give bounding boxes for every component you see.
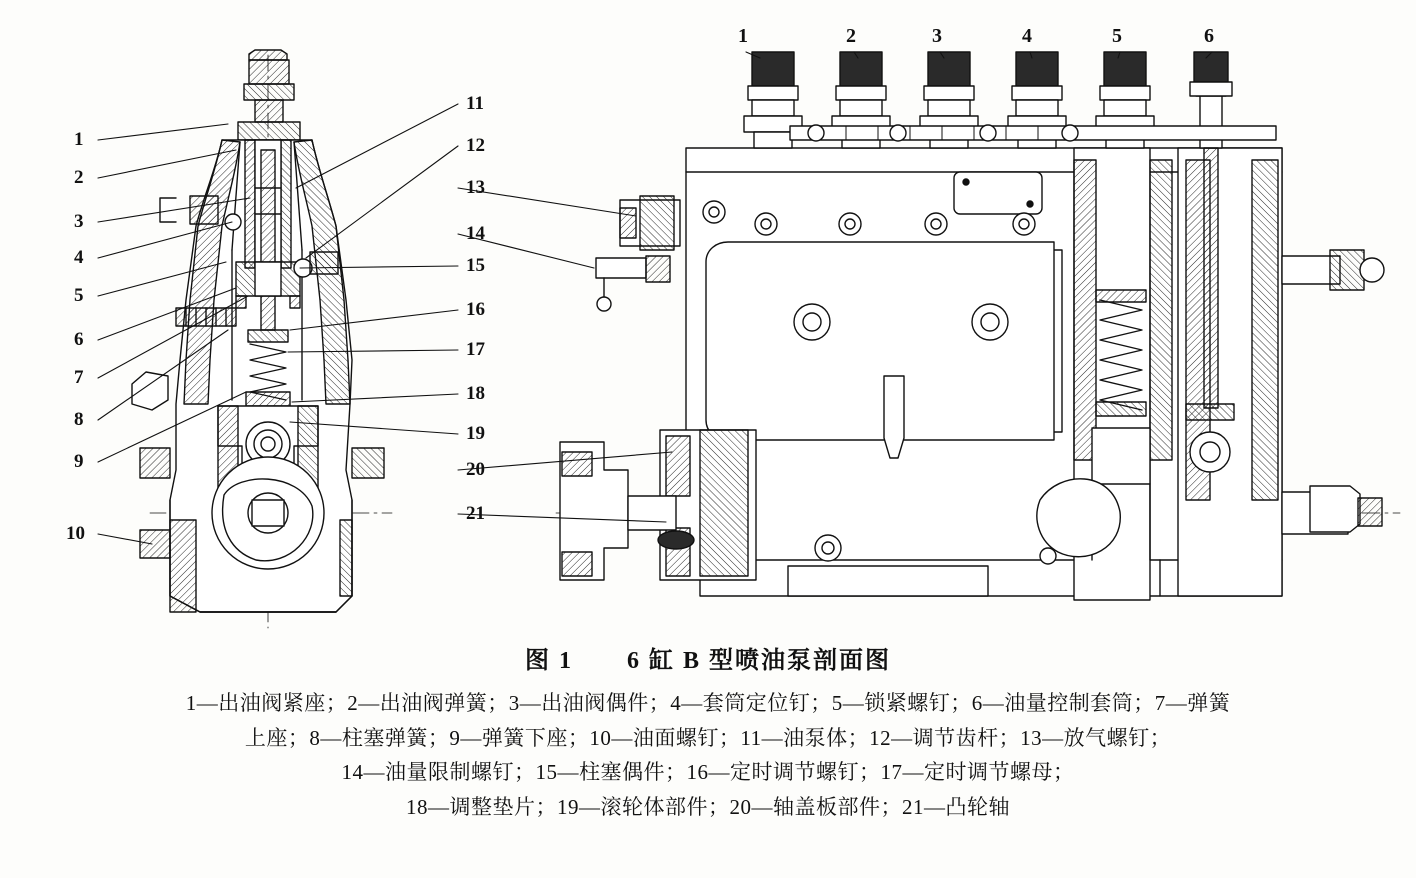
callout-right-12: 12 <box>466 135 485 156</box>
callout-right-15: 15 <box>466 255 485 276</box>
callout-right-16: 16 <box>466 299 485 320</box>
callout-right-20: 20 <box>466 459 485 480</box>
cylinder-number-3: 3 <box>932 25 942 47</box>
callout-right-17: 17 <box>466 339 485 360</box>
callout-right-14: 14 <box>466 223 485 244</box>
callout-left-9: 9 <box>74 451 84 472</box>
legend-line-2: 上座；8—柱塞弹簧；9—弹簧下座；10—油面螺钉；11—油泵体；12—调节齿杆；13—放气螺钉； <box>244 725 1172 750</box>
callout-left-10: 10 <box>66 523 85 544</box>
legend-line-4: 18—调整垫片；19—滚轮体部件；20—轴盖板部件；21—凸轮轴 <box>406 794 1010 819</box>
figure-caption-title: 6 缸 B 型喷油泵剖面图 <box>626 648 891 674</box>
cylinder-number-1: 1 <box>738 25 748 47</box>
cylinder-number-4: 4 <box>1022 25 1032 47</box>
callout-right-18: 18 <box>466 383 485 404</box>
callout-left-5: 5 <box>74 285 84 306</box>
figure-legend <box>40 686 1376 825</box>
callout-right-21: 21 <box>466 503 485 524</box>
callout-left-6: 6 <box>74 329 84 350</box>
figure-caption <box>0 640 1416 675</box>
callout-left-1: 1 <box>74 129 84 150</box>
callout-left-8: 8 <box>74 409 84 430</box>
callout-left-4: 4 <box>74 247 84 268</box>
callout-right-11: 11 <box>466 93 484 114</box>
figure-caption-number: 图 1 <box>524 648 573 674</box>
callout-left-2: 2 <box>74 167 84 188</box>
callout-right-19: 19 <box>466 423 485 444</box>
cylinder-number-5: 5 <box>1112 25 1122 47</box>
callout-left-7: 7 <box>74 367 84 388</box>
callout-left-3: 3 <box>74 211 84 232</box>
left-section-view <box>132 50 392 628</box>
callout-right-13: 13 <box>466 177 485 198</box>
cylinder-number-2: 2 <box>846 25 856 47</box>
legend-line-3: 14—油量限制螺钉；15—柱塞偶件；16—定时调节螺钉；17—定时调节螺母； <box>341 760 1075 785</box>
cylinder-number-6: 6 <box>1204 25 1214 47</box>
legend-line-1: 1—出油阀紧座；2—出油阀弹簧；3—出油阀偶件；4—套筒定位钉；5—锁紧螺钉；6—油量控制套筒；7—弹簧 <box>185 691 1231 715</box>
right-section-view <box>556 52 1400 600</box>
